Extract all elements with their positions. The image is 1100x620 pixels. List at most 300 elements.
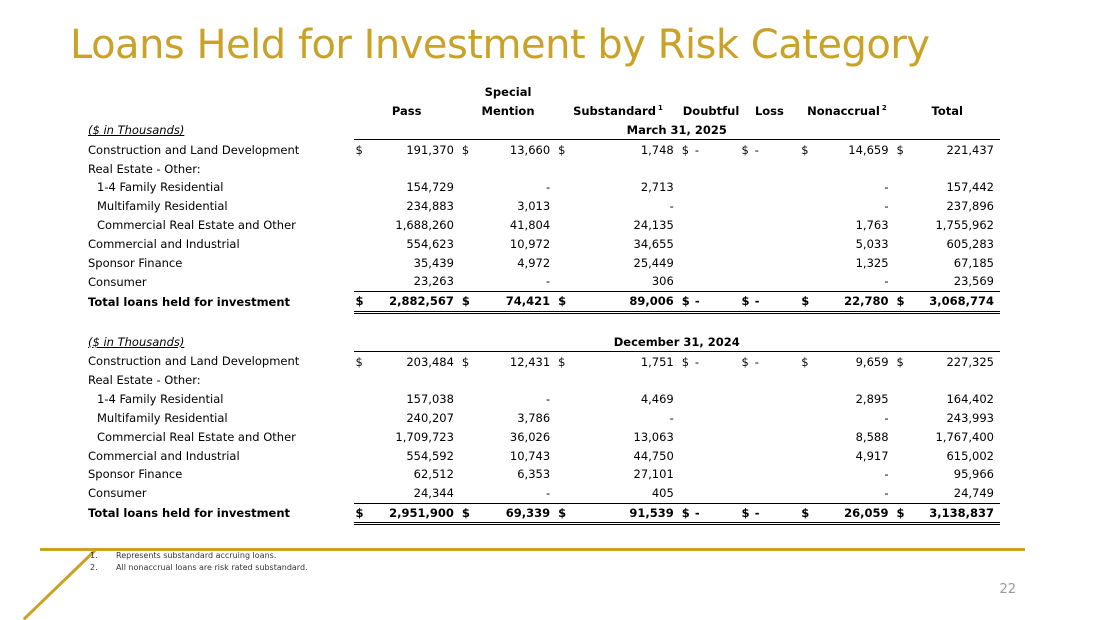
cell-doubt [692, 216, 740, 235]
table-row [85, 484, 1000, 503]
currency-sign [740, 427, 752, 446]
cell-pass: 23,263 [413, 274, 454, 289]
cell-sub: 91,539 [568, 503, 679, 524]
row-label: Commercial Real Estate and Other [97, 217, 296, 232]
cell-doubt: - [692, 291, 740, 312]
currency-sign [895, 390, 907, 409]
cell-loss [752, 197, 800, 216]
row-label: Real Estate - Other: [88, 161, 201, 176]
currency-sign [460, 427, 472, 446]
cell-sub: 306 [651, 274, 674, 289]
footnote-ref-1: 1 [657, 104, 663, 113]
cell-loss [752, 272, 800, 291]
currency-sign [740, 197, 752, 216]
header-loss: Loss [754, 104, 784, 119]
cell-sub: 2,713 [640, 180, 674, 195]
cell-doubt [692, 484, 740, 503]
cell-doubt [692, 409, 740, 428]
cell-sub: - [669, 199, 674, 214]
currency-sign [895, 427, 907, 446]
cell-loss [752, 446, 800, 465]
cell-loss [752, 159, 800, 178]
currency-sign [460, 446, 472, 465]
cell-sub: 13,063 [633, 429, 674, 444]
currency-sign: $ [460, 291, 472, 312]
currency-sign: $ [681, 142, 690, 157]
header-substandard: Substandard $^1$ [573, 104, 663, 119]
row-label: 1-4 Family Residential [97, 392, 224, 407]
spacer-cell [460, 312, 472, 332]
cell-total: 24,749 [953, 486, 994, 501]
currency-sign [895, 216, 907, 235]
row-label: Multifamily Residential [97, 199, 228, 214]
table-row [85, 409, 1000, 428]
cell-total: 221,437 [946, 142, 994, 157]
cell-nonacc: - [884, 486, 889, 501]
cell-doubt [692, 465, 740, 484]
period-row [85, 121, 1000, 140]
cell-pass: 157,038 [406, 392, 454, 407]
currency-sign [680, 427, 692, 446]
table-row [85, 178, 1000, 197]
spacer-cell [354, 312, 366, 332]
row-label: Multifamily Residential [97, 410, 228, 425]
currency-sign [556, 371, 568, 390]
cell-nonacc: 8,588 [855, 429, 889, 444]
cell-pass [366, 159, 460, 178]
table-row [85, 371, 1000, 390]
table-row [85, 446, 1000, 465]
total-row [85, 291, 1000, 312]
header-pass: Pass [391, 104, 422, 119]
currency-sign [354, 253, 366, 272]
cell-loss [752, 465, 800, 484]
cell-sub: 1,751 [640, 354, 674, 369]
currency-sign [799, 465, 811, 484]
cell-total: 67,185 [953, 255, 994, 270]
row-label: Sponsor Finance [88, 467, 183, 482]
cell-loss [752, 484, 800, 503]
currency-sign [680, 234, 692, 253]
cell-doubt: - [694, 354, 700, 369]
cell-doubt: - [692, 503, 740, 524]
cell-nonacc: - [884, 199, 889, 214]
cell-total: 605,283 [946, 236, 994, 251]
currency-sign: $ [461, 354, 470, 369]
table-row [85, 465, 1000, 484]
cell-pass: 35,439 [413, 255, 454, 270]
cell-total: 1,755,962 [935, 217, 994, 232]
currency-sign [895, 272, 907, 291]
cell-special: 10,972 [509, 236, 551, 251]
cell-sub: 89,006 [568, 291, 679, 312]
footnote-ref-2: 2 [881, 104, 887, 113]
footnote-1: 1. Represents substandard accruing loans. [90, 551, 277, 560]
currency-sign [556, 446, 568, 465]
spacer-cell [811, 312, 894, 332]
row-label: Real Estate - Other: [88, 373, 201, 388]
cell-total: 95,966 [953, 467, 994, 482]
currency-sign [460, 371, 472, 390]
currency-sign [799, 197, 811, 216]
currency-sign [740, 178, 752, 197]
currency-sign [799, 234, 811, 253]
currency-sign: $ [740, 503, 752, 524]
currency-sign [680, 159, 692, 178]
cell-loss [752, 216, 800, 235]
currency-sign [799, 272, 811, 291]
currency-sign [460, 159, 472, 178]
spacer-cell [556, 312, 568, 332]
cell-doubt [692, 390, 740, 409]
currency-sign [680, 371, 692, 390]
currency-sign: $ [741, 142, 749, 157]
currency-sign [460, 484, 472, 503]
currency-sign [460, 197, 472, 216]
cell-total: 237,896 [946, 199, 994, 214]
cell-pass: 2,882,567 [366, 291, 460, 312]
currency-sign [680, 197, 692, 216]
currency-sign: $ [799, 503, 811, 524]
cell-pass: 203,484 [406, 354, 454, 369]
currency-sign [556, 234, 568, 253]
cell-sub: 44,750 [633, 448, 674, 463]
currency-sign [460, 390, 472, 409]
currency-sign [354, 371, 366, 390]
currency-sign [680, 272, 692, 291]
currency-sign [895, 178, 907, 197]
currency-sign [556, 159, 568, 178]
currency-sign [354, 197, 366, 216]
row-label: Total loans held for investment [88, 506, 291, 521]
row-label: Sponsor Finance [88, 255, 183, 270]
currency-sign [354, 178, 366, 197]
cell-special [472, 159, 556, 178]
cell-doubt [692, 427, 740, 446]
header-total: Total [931, 104, 963, 119]
units-label: ($ in Thousands) [88, 123, 185, 138]
currency-sign [354, 446, 366, 465]
currency-sign [895, 409, 907, 428]
spacer-cell [895, 312, 907, 332]
currency-sign [895, 371, 907, 390]
header-row [85, 102, 1000, 121]
cell-total: 3,068,774 [907, 291, 1000, 312]
currency-sign [740, 446, 752, 465]
currency-sign [799, 390, 811, 409]
row-label: Commercial Real Estate and Other [97, 429, 296, 444]
currency-sign: $ [801, 142, 809, 157]
spacer-row [85, 312, 1000, 332]
cell-nonacc: 1,325 [855, 255, 889, 270]
currency-sign [799, 427, 811, 446]
currency-sign: $ [895, 503, 907, 524]
cell-pass: 154,729 [406, 180, 454, 195]
currency-sign: $ [355, 142, 363, 157]
currency-sign [354, 234, 366, 253]
currency-sign [460, 216, 472, 235]
cell-special: - [546, 392, 551, 407]
spacer-cell [680, 312, 692, 332]
cell-pass: 1,688,260 [395, 217, 454, 232]
risk-category-table [85, 83, 1000, 525]
cell-loss [752, 390, 800, 409]
cell-loss: - [752, 503, 800, 524]
currency-sign: $ [801, 354, 809, 369]
cell-pass: 234,883 [406, 199, 454, 214]
currency-sign [556, 390, 568, 409]
currency-sign [680, 446, 692, 465]
total-row [85, 503, 1000, 524]
cell-total: 243,993 [946, 410, 994, 425]
spacer-cell [568, 312, 679, 332]
currency-sign [895, 465, 907, 484]
currency-sign [740, 465, 752, 484]
currency-sign [740, 390, 752, 409]
cell-special: 74,421 [472, 291, 556, 312]
page-title: Loans Held for Investment by Risk Category [70, 22, 930, 68]
units-label: ($ in Thousands) [88, 335, 185, 349]
currency-sign: $ [681, 354, 690, 369]
currency-sign [354, 272, 366, 291]
cell-special: 4,972 [517, 255, 551, 270]
currency-sign [740, 253, 752, 272]
row-label: Construction and Land Development [88, 354, 300, 369]
cell-special: 69,339 [472, 503, 556, 524]
cell-loss [752, 409, 800, 428]
currency-sign [354, 465, 366, 484]
currency-sign [460, 178, 472, 197]
row-label: Total loans held for investment [88, 294, 291, 309]
cell-doubt [692, 371, 740, 390]
cell-doubt: - [694, 142, 700, 157]
row-label: Consumer [88, 486, 147, 501]
currency-sign [680, 390, 692, 409]
cell-doubt [692, 446, 740, 465]
currency-sign [680, 409, 692, 428]
page-number: 22 [999, 582, 1016, 597]
currency-sign [354, 484, 366, 503]
cell-special: 12,431 [509, 354, 551, 369]
currency-sign [740, 216, 752, 235]
cell-nonacc: 14,659 [848, 142, 889, 157]
currency-sign: $ [354, 291, 366, 312]
cell-nonacc: 2,895 [855, 392, 889, 407]
cell-pass: 1,709,723 [395, 429, 454, 444]
cell-sub: 1,748 [640, 142, 674, 157]
row-label: Commercial and Industrial [88, 448, 240, 463]
currency-sign [556, 465, 568, 484]
table-row [85, 352, 1000, 371]
header-doubtful: Doubtful [682, 104, 740, 119]
cell-doubt [692, 234, 740, 253]
currency-sign [354, 427, 366, 446]
currency-sign [680, 484, 692, 503]
currency-sign: $ [896, 142, 904, 157]
currency-sign: $ [558, 354, 566, 369]
accent-line-diagonal [23, 549, 96, 620]
currency-sign [680, 216, 692, 235]
header-row-top [85, 83, 1000, 102]
spacer-cell [799, 312, 811, 332]
row-label: Construction and Land Development [88, 142, 300, 157]
cell-loss [752, 178, 800, 197]
currency-sign [799, 409, 811, 428]
currency-sign [354, 390, 366, 409]
currency-sign [354, 216, 366, 235]
footnotes [90, 550, 308, 573]
cell-nonacc: 4,917 [855, 448, 889, 463]
row-label: Commercial and Industrial [88, 236, 240, 251]
currency-sign [556, 197, 568, 216]
period-row [85, 332, 1000, 351]
currency-sign: $ [354, 503, 366, 524]
cell-loss: - [754, 142, 759, 157]
spacer-cell [740, 312, 752, 332]
currency-sign: $ [680, 291, 692, 312]
currency-sign [556, 178, 568, 197]
currency-sign [799, 484, 811, 503]
cell-nonacc: - [884, 274, 889, 289]
currency-sign [680, 465, 692, 484]
currency-sign [740, 159, 752, 178]
cell-sub: 4,469 [640, 392, 674, 407]
row-label: 1-4 Family Residential [97, 180, 224, 195]
currency-sign [799, 253, 811, 272]
currency-sign: $ [799, 291, 811, 312]
table-row [85, 216, 1000, 235]
cell-nonacc [811, 371, 894, 390]
cell-pass: 554,623 [406, 236, 454, 251]
currency-sign [556, 484, 568, 503]
spacer-cell [472, 312, 556, 332]
cell-sub: 24,135 [633, 217, 674, 232]
cell-total: 23,569 [953, 274, 994, 289]
currency-sign [799, 159, 811, 178]
spacer-cell [85, 312, 354, 332]
cell-pass: 24,344 [413, 486, 454, 501]
currency-sign: $ [556, 503, 568, 524]
spacer-cell [907, 312, 1000, 332]
cell-sub: - [669, 410, 674, 425]
currency-sign [895, 446, 907, 465]
currency-sign [740, 371, 752, 390]
cell-loss: - [752, 291, 800, 312]
table-row [85, 427, 1000, 446]
table-row [85, 140, 1000, 159]
cell-doubt [692, 178, 740, 197]
currency-sign: $ [355, 354, 363, 369]
currency-sign [354, 159, 366, 178]
header-mention: Mention [481, 104, 535, 119]
cell-pass: 554,592 [406, 448, 454, 463]
cell-total [907, 159, 1000, 178]
cell-nonacc: 5,033 [855, 236, 889, 251]
cell-special: - [546, 274, 551, 289]
currency-sign: $ [895, 291, 907, 312]
currency-sign [799, 371, 811, 390]
cell-loss: - [754, 354, 759, 369]
cell-special [472, 371, 556, 390]
cell-sub: 405 [651, 486, 674, 501]
cell-pass: 191,370 [406, 142, 454, 157]
currency-sign [740, 484, 752, 503]
currency-sign [680, 178, 692, 197]
currency-sign: $ [680, 503, 692, 524]
cell-nonacc: - [884, 467, 889, 482]
currency-sign [895, 197, 907, 216]
table-row [85, 234, 1000, 253]
cell-total: 1,767,400 [935, 429, 994, 444]
currency-sign: $ [558, 142, 566, 157]
currency-sign [460, 234, 472, 253]
currency-sign [895, 234, 907, 253]
currency-sign [460, 409, 472, 428]
cell-doubt [692, 272, 740, 291]
cell-special: 13,660 [509, 142, 551, 157]
cell-special: 3,013 [517, 199, 551, 214]
cell-sub: 27,101 [633, 467, 674, 482]
currency-sign: $ [741, 354, 749, 369]
cell-nonacc: 22,780 [811, 291, 894, 312]
currency-sign [460, 272, 472, 291]
currency-sign [680, 253, 692, 272]
table-row [85, 197, 1000, 216]
currency-sign [740, 272, 752, 291]
cell-sub: 34,655 [633, 236, 674, 251]
currency-sign [460, 253, 472, 272]
cell-nonacc: - [884, 180, 889, 195]
cell-sub [568, 371, 679, 390]
currency-sign: $ [740, 291, 752, 312]
cell-special: 6,353 [517, 467, 551, 482]
header-special: Special [484, 85, 532, 100]
table-row [85, 253, 1000, 272]
cell-pass: 62,512 [413, 467, 454, 482]
currency-sign [740, 409, 752, 428]
cell-loss [752, 253, 800, 272]
cell-loss [752, 427, 800, 446]
currency-sign [895, 484, 907, 503]
cell-special: - [546, 180, 551, 195]
cell-pass [366, 371, 460, 390]
cell-nonacc: 1,763 [855, 217, 889, 232]
table-row [85, 159, 1000, 178]
period-label: March 31, 2025 [354, 121, 1000, 140]
currency-sign [556, 272, 568, 291]
cell-special: 41,804 [509, 217, 551, 232]
row-label: Consumer [88, 274, 147, 289]
cell-pass: 240,207 [406, 410, 454, 425]
footnote-2: 2. All nonaccrual loans are risk rated substandard. [90, 562, 308, 572]
cell-loss [752, 371, 800, 390]
cell-sub: 25,449 [633, 255, 674, 270]
currency-sign [354, 409, 366, 428]
cell-special: 10,743 [509, 448, 551, 463]
header-nonaccrual: Nonaccrual $^2$ [807, 104, 887, 119]
table-row [85, 390, 1000, 409]
table-row [85, 272, 1000, 291]
cell-nonacc [811, 159, 894, 178]
cell-nonacc: - [884, 410, 889, 425]
currency-sign: $ [460, 503, 472, 524]
cell-total: 3,138,837 [907, 503, 1000, 524]
period-label: December 31, 2024 [354, 332, 1000, 351]
cell-nonacc: 26,059 [811, 503, 894, 524]
currency-sign [556, 253, 568, 272]
currency-sign [556, 427, 568, 446]
cell-nonacc: 9,659 [855, 354, 889, 369]
